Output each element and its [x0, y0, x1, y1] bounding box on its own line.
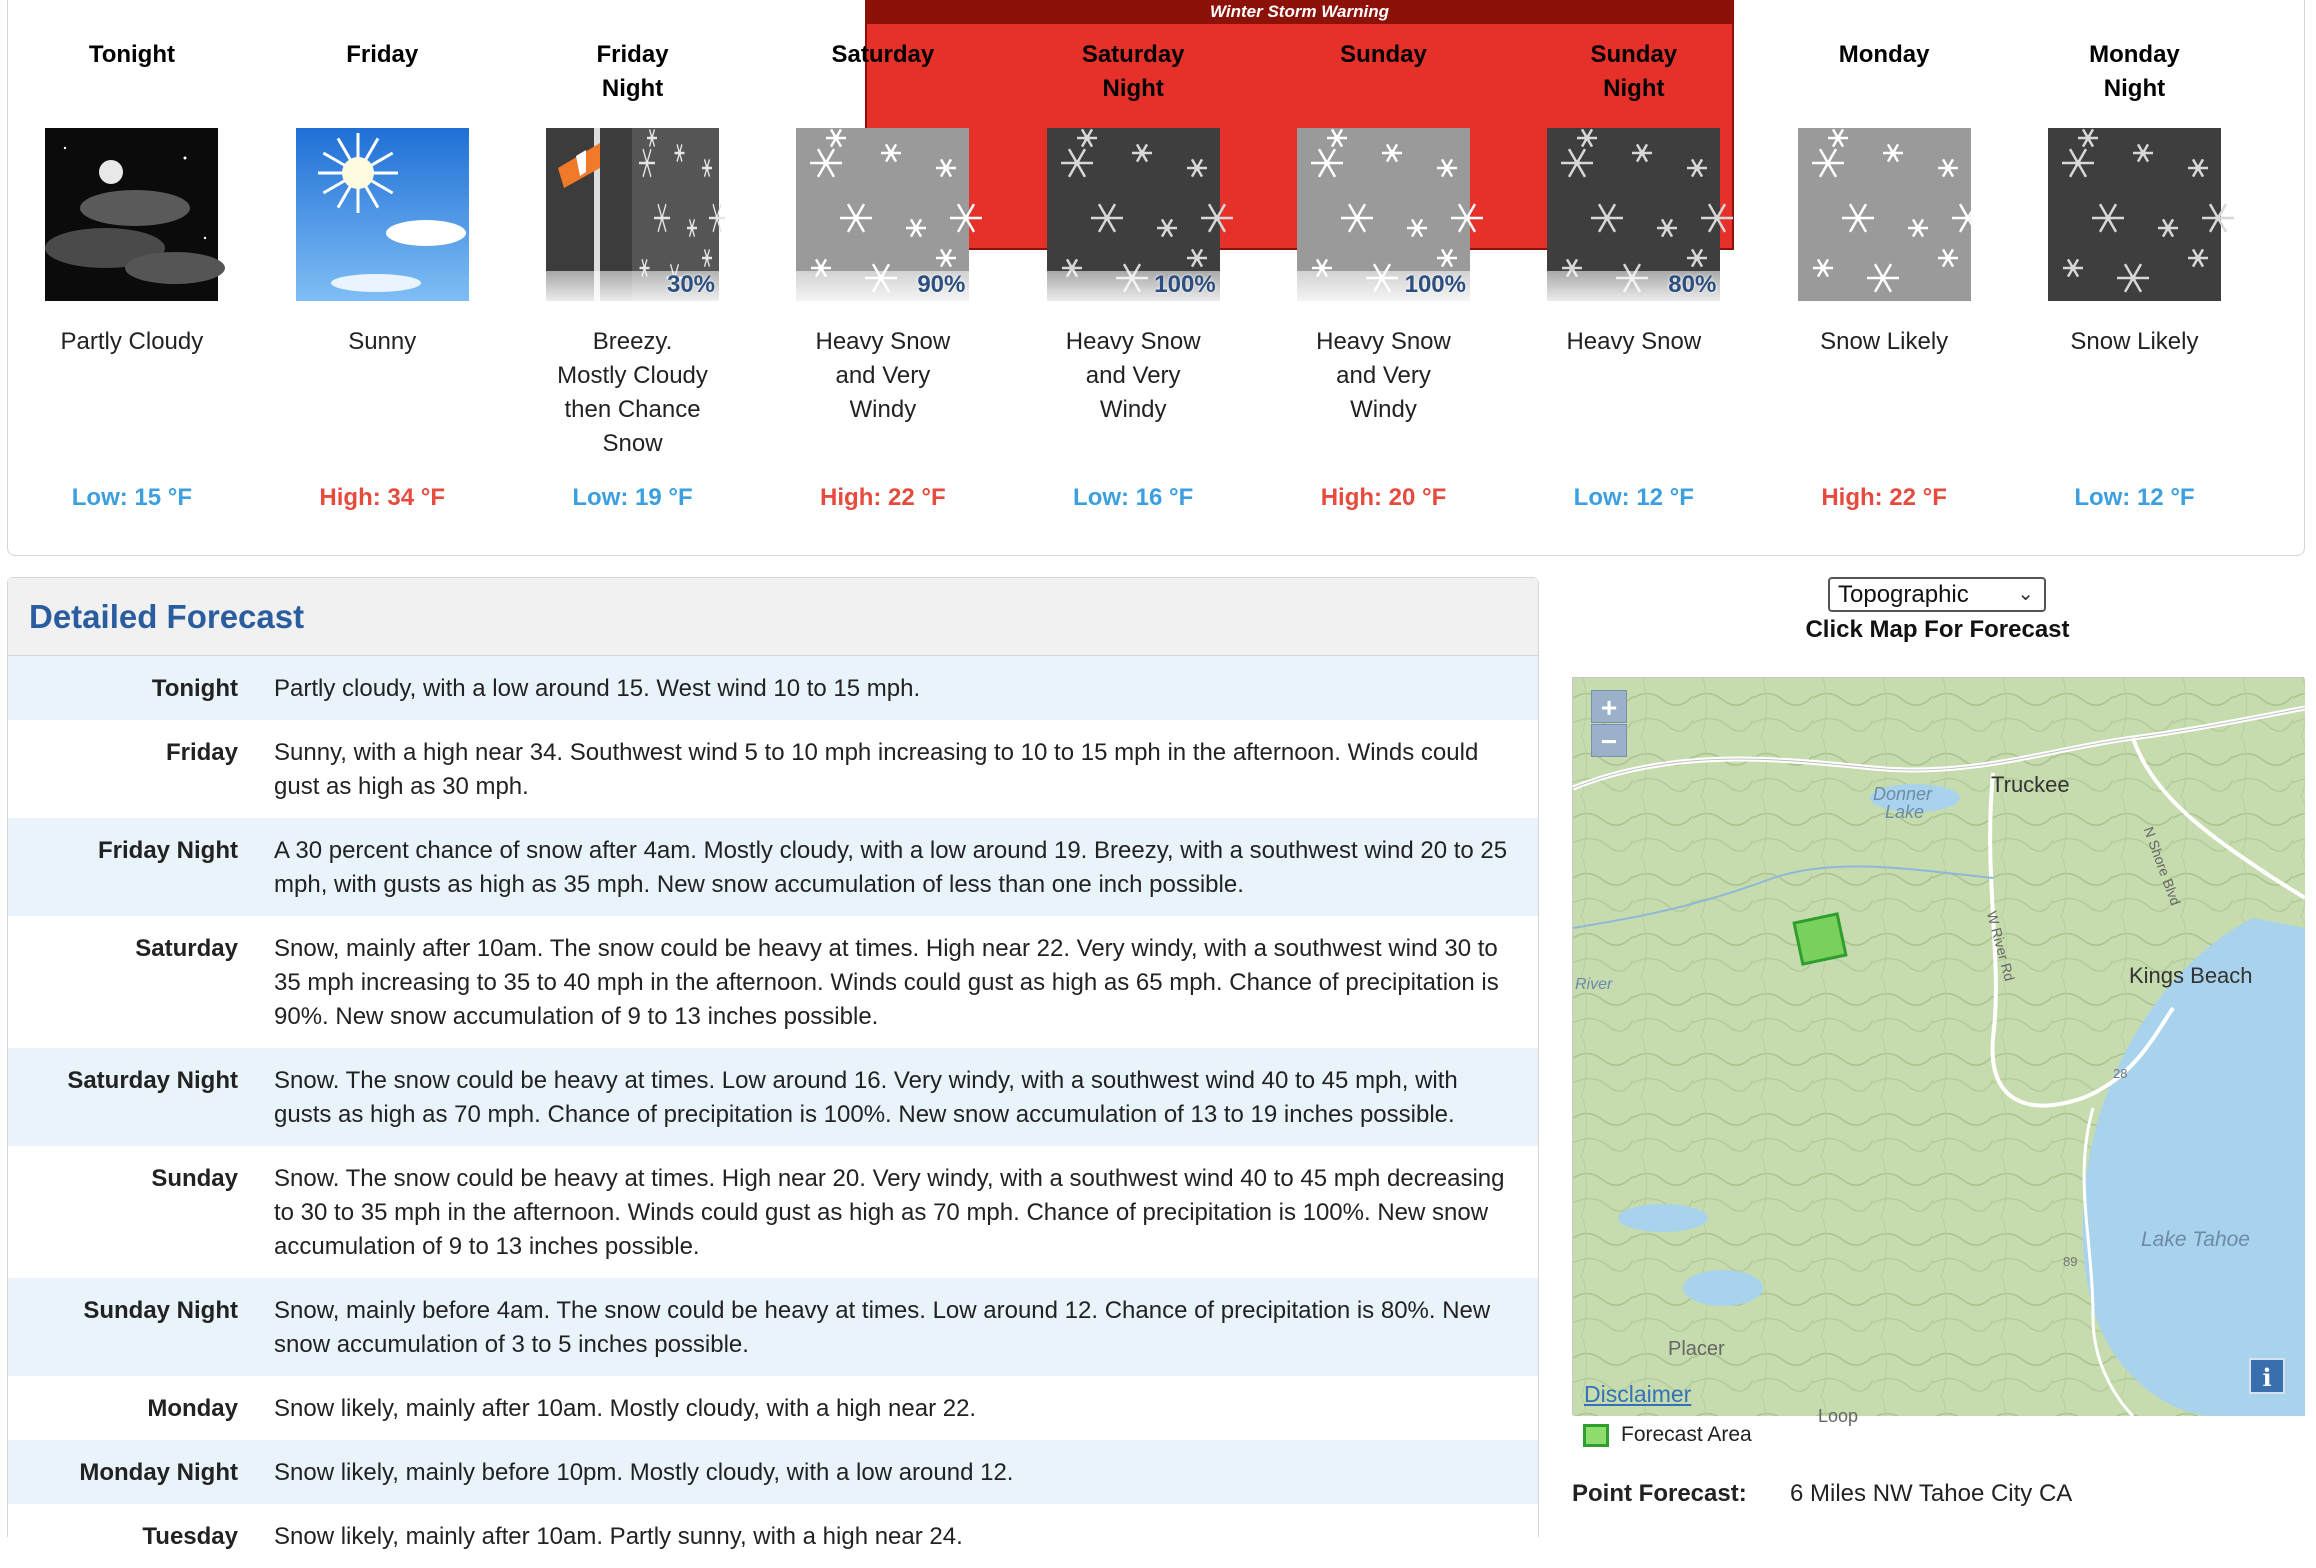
- forecast-period[interactable]: [1760, 38, 2009, 511]
- period-name: Friday Night: [596, 41, 669, 102]
- zoom-in-button[interactable]: +: [1591, 690, 1627, 723]
- map-label-kings-beach: Kings Beach: [2129, 963, 2253, 988]
- forecast-period[interactable]: [1509, 38, 1758, 511]
- forecast-period[interactable]: [258, 38, 507, 511]
- forecast-area-marker: [1794, 914, 1846, 964]
- map-label-w-river-rd: W River Rd: [1983, 909, 2018, 983]
- detailed-forecast-panel: [7, 577, 1539, 1550]
- detailed-forecast-title: Detailed Forecast: [29, 598, 305, 635]
- map-label-loop: Loop: [1818, 1406, 1859, 1426]
- click-map-label: Click Map For Forecast: [1805, 616, 2070, 643]
- snow-night-icon[interactable]: [1047, 128, 1220, 301]
- detailed-row-text: Snow likely, mainly after 10am. Mostly cloudy, with a high near 22.: [274, 1395, 977, 1422]
- forecast-period[interactable]: [1259, 38, 1508, 511]
- temperature: Low: 12 °F: [1573, 484, 1694, 511]
- detailed-forecast-row: [8, 656, 1538, 720]
- snow-day-icon[interactable]: [796, 128, 969, 301]
- snow-night-icon[interactable]: [1547, 128, 1720, 301]
- detailed-forecast-row: [8, 1440, 1538, 1504]
- info-icon[interactable]: i: [2249, 1358, 2285, 1394]
- point-forecast-value: 6 Miles NW Tahoe City CA: [1790, 1480, 2073, 1507]
- snow-day-icon[interactable]: [1798, 128, 1971, 301]
- temperature: High: 20 °F: [1320, 484, 1447, 511]
- forecast-period[interactable]: [7, 38, 256, 511]
- detailed-row-text: Sunny, with a high near 34. Southwest wind 5 to 10 mph increasing to 10 to 15 mph in the afternoon. Winds could gust as high as 30 mph.: [274, 739, 1479, 800]
- detailed-row-label: Tuesday: [142, 1523, 238, 1550]
- temperature: Low: 15 °F: [71, 484, 193, 511]
- detailed-row-text: Partly cloudy, with a low around 15. West wind 10 to 15 mph.: [274, 675, 921, 702]
- period-name: Sunday: [1340, 41, 1427, 68]
- period-name: Monday Night: [2089, 41, 2180, 102]
- period-name: Sunday Night: [1590, 41, 1678, 102]
- short-description: Heavy Snow and Very Windy: [1065, 328, 1201, 423]
- detailed-forecast-row: [8, 1146, 1538, 1278]
- temperature: High: 22 °F: [1821, 484, 1947, 511]
- temperature: Low: 16 °F: [1073, 484, 1194, 511]
- map-legend: [1583, 1423, 1752, 1447]
- short-description: Sunny: [348, 328, 417, 355]
- temperature: High: 34 °F: [319, 484, 446, 511]
- detailed-row-label: Sunday: [151, 1165, 238, 1192]
- period-name: Saturday: [831, 41, 935, 68]
- map-label-n-shore-blvd: N Shore Blvd: [2140, 824, 2184, 908]
- forecast-map[interactable]: [1572, 677, 2304, 1426]
- forecast-period[interactable]: [1009, 38, 1258, 511]
- map-disclaimer-link[interactable]: Disclaimer: [1584, 1381, 1692, 1407]
- detailed-row-label: Monday: [147, 1395, 238, 1422]
- detailed-forecast-row: [8, 1278, 1538, 1376]
- map-label-truckee: Truckee: [1991, 772, 2070, 797]
- period-name: Monday: [1838, 41, 1930, 68]
- detailed-row-label: Friday: [165, 739, 238, 766]
- short-description: Snow Likely: [2070, 328, 2199, 355]
- temperature: Low: 19 °F: [572, 484, 693, 511]
- detailed-row-label: Tonight: [151, 675, 238, 702]
- detailed-forecast-header: [8, 578, 1538, 656]
- detailed-forecast-row: [8, 1504, 1538, 1568]
- period-name: Saturday Night: [1081, 41, 1185, 102]
- map-legend-label: Forecast Area: [1621, 1423, 1752, 1446]
- precip-chance: 90%: [917, 271, 966, 298]
- detailed-row-label: Sunday Night: [83, 1297, 238, 1324]
- detailed-row-label: Saturday: [135, 935, 238, 962]
- point-forecast: [1572, 1480, 2072, 1508]
- forecast-period[interactable]: [508, 38, 757, 511]
- map-label-river: River: [1575, 976, 1613, 993]
- precip-chance: 30%: [666, 271, 716, 298]
- map-label-donner-lake: Lake: [1885, 802, 1925, 822]
- detailed-forecast-row: [8, 916, 1538, 1048]
- detailed-forecast-row: [8, 1048, 1538, 1146]
- forecast-area-legend-swatch: [1583, 1424, 1609, 1447]
- map-label-lake-tahoe: Lake Tahoe: [2141, 1228, 2250, 1251]
- map-label-donner: Donner: [1873, 784, 1933, 804]
- detailed-row-text: Snow likely, mainly after 10am. Partly sunny, with a high near 24.: [274, 1523, 963, 1550]
- detailed-row-label: Monday Night: [79, 1459, 238, 1486]
- snow-day-icon[interactable]: [1297, 128, 1470, 301]
- detailed-row-label: Saturday Night: [67, 1067, 238, 1094]
- detailed-row-text: A 30 percent chance of snow after 4am. Mostly cloudy, with a low around 19. Breezy, with a southwest wind 20 to 25 mph, with gusts as high as 35 mph. New snow accumulation of less than one inch possible.: [274, 837, 1508, 898]
- map-label-placer: Placer: [1668, 1338, 1725, 1360]
- map-label-route-28: 28: [2113, 1066, 2128, 1081]
- short-description: Snow Likely: [1820, 328, 1949, 355]
- map-label-route-89: 89: [2063, 1254, 2078, 1269]
- short-description: Partly Cloudy: [60, 328, 204, 355]
- seven-day-forecast: [7, 0, 2305, 556]
- temperature: Low: 12 °F: [2074, 484, 2195, 511]
- zoom-out-button[interactable]: −: [1591, 724, 1627, 757]
- map-type-select-value: Topographic: [1838, 581, 1969, 608]
- sunny-icon[interactable]: [296, 128, 469, 301]
- detailed-forecast-row: [8, 720, 1538, 818]
- detailed-row-text: Snow, mainly after 10am. The snow could be heavy at times. High near 22. Very windy, with a southwest wind 30 to 35 mph increasing to 35 to 40 mph in the afternoon. Winds could gust as high as 65 mph. Chance of precipitation is 90%. New snow accumulation of 9 to 13 inches possible.: [274, 935, 1499, 1030]
- detailed-row-text: Snow. The snow could be heavy at times. Low around 16. Very windy, with a southwest wind 40 to 45 mph, with gusts as high as 70 mph. Chance of precipitation is 100%. New snow accumulation of 13 to 19 inches possible.: [274, 1067, 1458, 1128]
- short-description: Heavy Snow and Very Windy: [1316, 328, 1451, 423]
- precip-chance: 100%: [1404, 271, 1466, 298]
- map-type-select[interactable]: [1828, 577, 2046, 612]
- detailed-row-text: Snow, mainly before 4am. The snow could be heavy at times. Low around 12. Chance of precipitation is 80%. New snow accumulation of 3 to 5 inches possible.: [274, 1297, 1491, 1358]
- period-name: Friday: [346, 41, 419, 68]
- precip-chance: 100%: [1154, 271, 1216, 298]
- period-name: Tonight: [88, 41, 175, 68]
- precip-chance: 80%: [1668, 271, 1717, 298]
- detailed-forecast-row: [8, 818, 1538, 916]
- forecast-period[interactable]: [2010, 38, 2259, 511]
- detailed-row-text: Snow likely, mainly before 10pm. Mostly cloudy, with a low around 12.: [274, 1459, 1014, 1486]
- temperature: High: 22 °F: [820, 484, 946, 511]
- windy-snow-icon[interactable]: [546, 128, 719, 301]
- detailed-row-label: Friday Night: [97, 837, 238, 864]
- point-forecast-label: Point Forecast:: [1572, 1480, 1747, 1507]
- short-description: Heavy Snow: [1566, 328, 1702, 355]
- chevron-down-icon: ⌄: [2017, 583, 2034, 605]
- short-description: Breezy. Mostly Cloudy then Chance Snow: [557, 328, 708, 457]
- short-description: Heavy Snow and Very Windy: [815, 328, 951, 423]
- detailed-forecast-rows: [8, 656, 1538, 1568]
- partly-cloudy-night-icon[interactable]: [45, 128, 218, 301]
- winter-storm-warning-title[interactable]: Winter Storm Warning: [865, 0, 1734, 24]
- detailed-forecast-row: [8, 1376, 1538, 1440]
- snow-night-icon[interactable]: [2048, 128, 2221, 301]
- topographic-map-image[interactable]: [1573, 678, 2305, 1416]
- detailed-row-text: Snow. The snow could be heavy at times. High near 20. Very windy, with a southwest wind 40 to 45 mph decreasing to 30 to 35 mph in the afternoon. Winds could gust as high as 70 mph. Chance of precipitation is 100%. New snow accumulation of 9 to 13 inches possible.: [274, 1165, 1505, 1260]
- forecast-period[interactable]: [758, 38, 1007, 511]
